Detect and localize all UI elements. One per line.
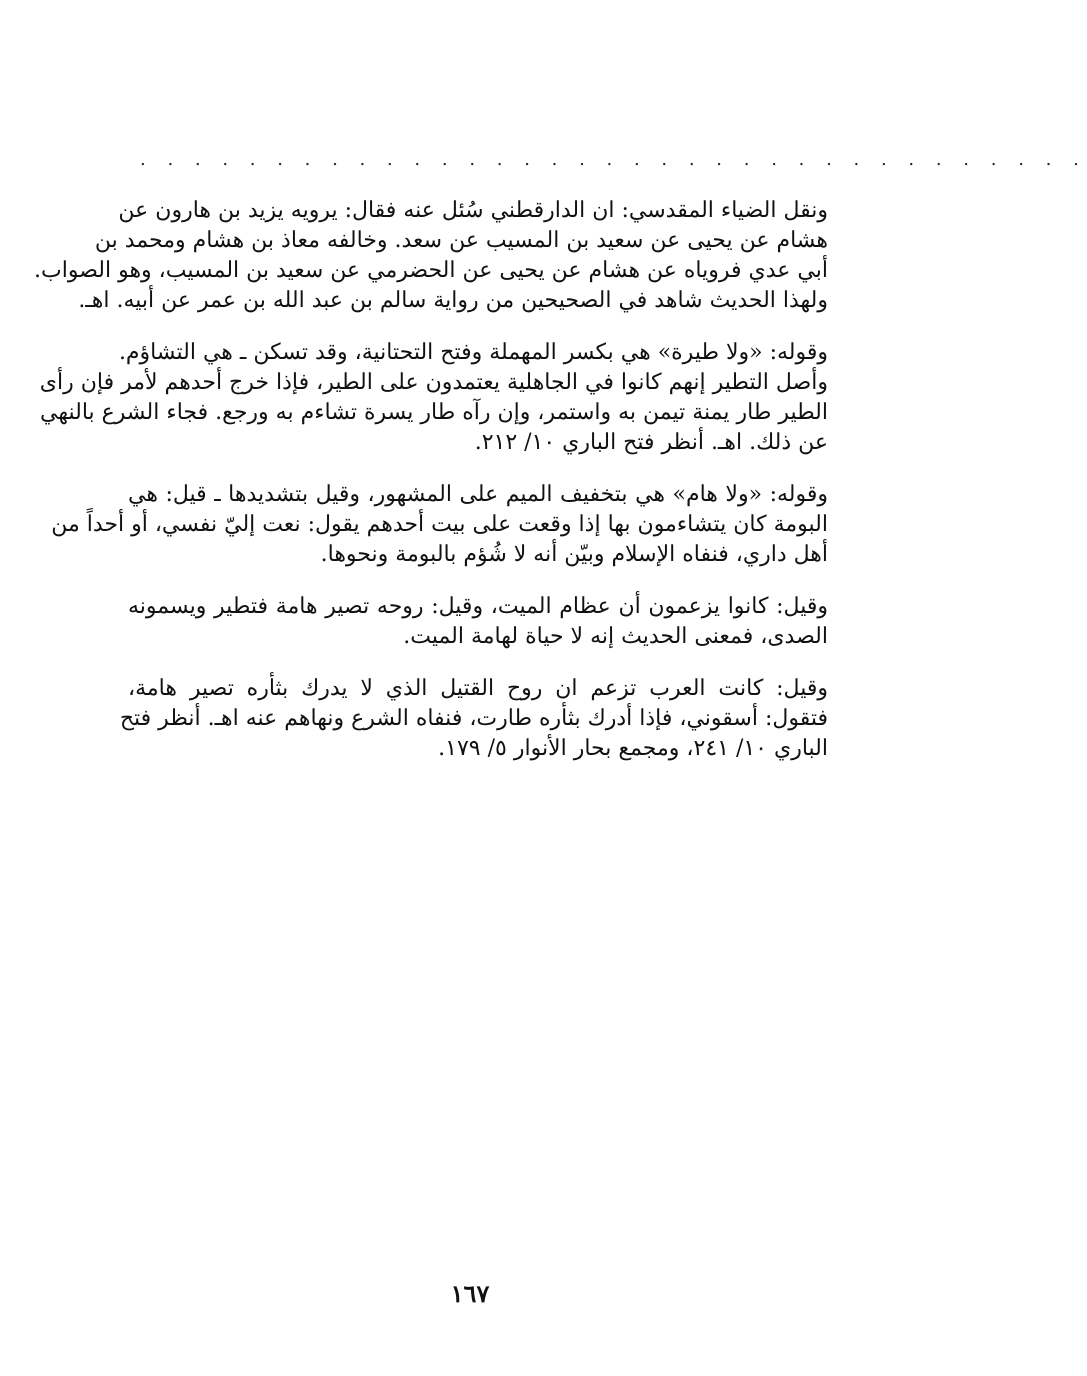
text-line: الباري ١٠/ ٢٤١، ومجمع بحار الأنوار ٥/ ١٧٩. xyxy=(438,736,828,761)
text-line: وقوله: «ولا طيرة» هي بكسر المهملة وفتح التحتانية، وقد تسكن ـ هي التشاؤم. xyxy=(118,340,828,365)
page-number: ١٦٧ xyxy=(450,1279,490,1308)
text-line: هشام عن يحيى عن سعيد بن المسيب عن سعد. وخالفه معاذ بن هشام ومحمد بن xyxy=(94,228,828,253)
paragraph-5 xyxy=(119,674,828,764)
text-line: أبي عدي فروياه عن هشام عن يحيى عن الحضرمي عن سعيد بن المسيب، وهو الصواب. xyxy=(34,258,828,283)
footnote-text xyxy=(34,196,828,786)
text-line: وقيل: كانت العرب تزعم ان روح القتيل الذي لا يدرك بثأره تصير هامة، xyxy=(128,676,828,701)
text-line: ونقل الضياء المقدسي: ان الدارقطني سُئل عنه فقال: يرويه يزيد بن هارون عن xyxy=(118,198,828,223)
text-line: ولهذا الحديث شاهد في الصحيحين من رواية سالم بن عبد الله بن عمر عن أبيه. اهـ. xyxy=(78,288,828,313)
text-line: أهل داري، فنفاه الإسلام وبيّن أنه لا شُؤم بالبومة ونحوها. xyxy=(320,542,828,567)
paragraph-3 xyxy=(51,480,828,570)
paragraph-4 xyxy=(128,592,828,652)
text-line: وقوله: «ولا هام» هي بتخفيف الميم على المشهور، وقيل بتشديدها ـ قيل: هي xyxy=(128,482,828,507)
text-line: وقيل: كانوا يزعمون أن عظام الميت، وقيل: روحه تصير هامة فتطير ويسمونه xyxy=(128,594,828,619)
dotted-separator: . . . . . . . . . . . . . . . . . . . . . . . . . . . . . . . . . . . xyxy=(140,149,1087,170)
text-line: وأصل التطير إنهم كانوا في الجاهلية يعتمدون على الطير، فإذا خرج أحدهم لأمر فإن رأى xyxy=(39,370,828,395)
text-line: عن ذلك. اهـ. أنظر فتح الباري ١٠/ ٢١٢. xyxy=(474,430,828,455)
text-line: الطير طار يمنة تيمن به واستمر، وإن رآه طار يسرة تشاءم به ورجع. فجاء الشرع بالنهي xyxy=(40,400,828,425)
paragraph-2 xyxy=(39,338,828,458)
text-line: فتقول: أسقوني، فإذا أدرك بثأره طارت، فنفاه الشرع ونهاهم عنه اهـ. أنظر فتح xyxy=(119,706,828,731)
text-line: الصدى، فمعنى الحديث إنه لا حياة لهامة الميت. xyxy=(403,624,828,649)
text-line: البومة كان يتشاءمون بها إذا وقعت على بيت أحدهم يقول: نعت إليّ نفسي، أو أحداً من xyxy=(51,512,828,537)
paragraph-1 xyxy=(34,196,828,316)
